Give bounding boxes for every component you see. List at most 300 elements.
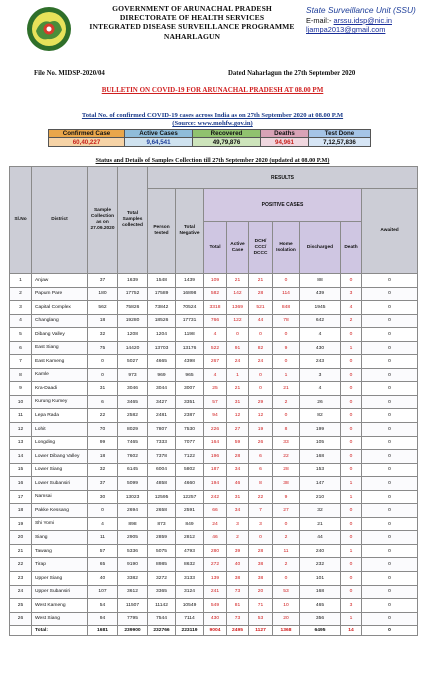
cell-discharged: 199	[300, 423, 341, 437]
cell-death: 1	[341, 477, 362, 491]
summary-header-recovered: Recovered	[193, 130, 261, 138]
cell-dch: 3	[249, 517, 273, 531]
cell-home-isolation: 38	[273, 477, 300, 491]
cell-discharged: 153	[300, 463, 341, 477]
cell-home-isolation: 2	[273, 531, 300, 545]
cell-sample-collection: 70	[88, 423, 118, 437]
cell-slno: 14	[10, 450, 32, 464]
cell-district: Longding	[32, 436, 88, 450]
cell-person-tested: 1548	[148, 274, 176, 288]
cell-dch: 82	[249, 341, 273, 355]
cell-home-isolation: 0	[273, 274, 300, 288]
cell-sample-collection: 57	[88, 544, 118, 558]
cell-district: Kra-Daadi	[32, 382, 88, 396]
table-row	[10, 341, 418, 355]
cell-sample-collection: 22	[88, 409, 118, 423]
cell-total-samples: 7602	[118, 450, 148, 464]
cell-dch: 28	[249, 544, 273, 558]
cell-slno: 24	[10, 585, 32, 599]
cell-discharged: 147	[300, 477, 341, 491]
cell-district: Siang	[32, 531, 88, 545]
table-row	[10, 599, 418, 613]
cell-active: 21	[227, 382, 249, 396]
cell-total-samples: 898	[118, 517, 148, 531]
cell-active: 24	[227, 355, 249, 369]
cell-active: 28	[227, 450, 249, 464]
cell-district: East Siang	[32, 341, 88, 355]
ssu-email-row	[306, 16, 424, 26]
cell-person-tested: 17589	[148, 287, 176, 301]
cell-active: 34	[227, 504, 249, 518]
summary-value-active: 9,64,541	[125, 138, 193, 146]
cell-awaited: 0	[362, 409, 418, 423]
status-heading: Status and Details of Samples Collection till 27th September 2020 (updated at 08.00 P.M)	[95, 157, 330, 164]
cell-person-tested: 73842	[148, 301, 176, 315]
cell-total: 24	[204, 517, 227, 531]
table-row	[10, 477, 418, 491]
cell-total: 242	[204, 490, 227, 504]
ssu-email-link-1[interactable]: arssu.idsp@nic.in	[333, 15, 392, 25]
cell-total-samples: 19280	[118, 314, 148, 328]
col-total-negative: Total Negative	[176, 189, 204, 274]
cell-total-negative: 2812	[176, 531, 204, 545]
cell-dch: 71	[249, 599, 273, 613]
table-row	[10, 544, 418, 558]
cell-home-isolation: 22	[273, 450, 300, 464]
col-home-isolation: Home Isolation	[273, 222, 300, 274]
cell-slno: 9	[10, 382, 32, 396]
cell-district: Changlang	[32, 314, 88, 328]
cell-sample-collection: 562	[88, 301, 118, 315]
table-header-row-1	[10, 167, 418, 189]
cell-sample-collection: 37	[88, 477, 118, 491]
table-row	[10, 558, 418, 572]
cell-home-isolation: 28	[273, 463, 300, 477]
cell-total: 164	[204, 436, 227, 450]
cell-person-tested: 2481	[148, 409, 176, 423]
cell-person-tested: 12595	[148, 490, 176, 504]
government-heading	[82, 4, 302, 41]
cell-dch: 7	[249, 504, 273, 518]
cell-total: 187	[204, 463, 227, 477]
cell-total: 9004	[204, 626, 227, 636]
cell-total-samples: 9190	[118, 558, 148, 572]
cell-total-negative: 4793	[176, 544, 204, 558]
cell-sample-collection: 4	[88, 517, 118, 531]
cell-dch: 22	[249, 490, 273, 504]
cell-home-isolation: 0	[273, 517, 300, 531]
cell-person-tested: 7378	[148, 450, 176, 464]
cell-awaited: 0	[362, 490, 418, 504]
cell-discharged: 356	[300, 612, 341, 626]
cell-district: Lepa Rada	[32, 409, 88, 423]
cell-dch: 0	[249, 531, 273, 545]
cell-home-isolation: 20	[273, 612, 300, 626]
summary-value-confirmed: 60,40,227	[49, 138, 125, 146]
table-row	[10, 490, 418, 504]
cell-total-samples: 75826	[118, 301, 148, 315]
cell-dch: 6	[249, 463, 273, 477]
cell-total-negative: 223119	[176, 626, 204, 636]
cell-total: 226	[204, 423, 227, 437]
cell-sample-collection: 0	[88, 355, 118, 369]
cell-total: 272	[204, 558, 227, 572]
cell-discharged: 32	[300, 504, 341, 518]
summary-value-tests: 7,12,57,836	[309, 138, 371, 146]
cell-sample-collection: 99	[88, 436, 118, 450]
cell-total: 139	[204, 572, 227, 586]
cell-person-tested: 5075	[148, 544, 176, 558]
cell-dch: 28	[249, 287, 273, 301]
cell-total-negative: 12257	[176, 490, 204, 504]
cell-death: 0	[341, 328, 362, 342]
table-row	[10, 423, 418, 437]
cell-total-samples: 17752	[118, 287, 148, 301]
cell-district: Namsai	[32, 490, 88, 504]
cell-active: 1369	[227, 301, 249, 315]
cell-sample-collection: 1681	[88, 626, 118, 636]
cell-active: 31	[227, 395, 249, 409]
cell-death: 0	[341, 558, 362, 572]
cell-awaited: 0	[362, 517, 418, 531]
cell-discharged: 44	[300, 531, 341, 545]
cell-total-negative: 16898	[176, 287, 204, 301]
cell-person-tested: 7807	[148, 423, 176, 437]
cell-active: 40	[227, 558, 249, 572]
cell-home-isolation: 11	[273, 544, 300, 558]
summary-value-recovered: 49,79,876	[193, 138, 261, 146]
cell-dch: 0	[249, 382, 273, 396]
cell-death: 1	[341, 612, 362, 626]
cell-home-isolation: 2	[273, 558, 300, 572]
cell-total-samples: 2582	[118, 409, 148, 423]
cell-home-isolation: 1368	[273, 626, 300, 636]
cell-dch: 21	[249, 274, 273, 288]
cell-sample-collection: 75	[88, 341, 118, 355]
cell-total-negative: 2591	[176, 504, 204, 518]
cell-dch: 521	[249, 301, 273, 315]
cell-district: Pakke Kessang	[32, 504, 88, 518]
cell-total-negative: 7530	[176, 423, 204, 437]
table-row	[10, 301, 418, 315]
cell-active: 3	[227, 517, 249, 531]
cell-awaited: 0	[362, 504, 418, 518]
cell-district: Lower Dibang Valley	[32, 450, 88, 464]
cell-person-tested: 8985	[148, 558, 176, 572]
cell-death: 3	[341, 599, 362, 613]
cell-slno: 5	[10, 328, 32, 342]
cell-sample-collection: 6	[88, 395, 118, 409]
gov-line-2: DIRECTORATE OF HEALTH SERVICES	[119, 13, 265, 23]
col-awaited: Awaited	[362, 189, 418, 274]
cell-dch: 38	[249, 558, 273, 572]
cell-person-tested: 4858	[148, 477, 176, 491]
table-row	[10, 585, 418, 599]
cell-dch: 26	[249, 436, 273, 450]
cell-total-negative: 5802	[176, 463, 204, 477]
cell-discharged: 642	[300, 314, 341, 328]
cell-awaited: 0	[362, 436, 418, 450]
cell-slno: 10	[10, 395, 32, 409]
cell-home-isolation: 9	[273, 490, 300, 504]
cell-active: 2495	[227, 626, 249, 636]
cell-total-samples: 13023	[118, 490, 148, 504]
table-row	[10, 517, 418, 531]
cell-district: Capital Complex	[32, 301, 88, 315]
table-row	[10, 450, 418, 464]
cell-person-tested: 3365	[148, 585, 176, 599]
cell-district: East Kameng	[32, 355, 88, 369]
cell-person-tested: 3272	[148, 572, 176, 586]
cell-total-samples: 5027	[118, 355, 148, 369]
cell-slno: 7	[10, 355, 32, 369]
cell-total-negative: 4398	[176, 355, 204, 369]
cell-district: Shi Yomi	[32, 517, 88, 531]
cell-dch: 0	[249, 368, 273, 382]
cell-total-negative: 17731	[176, 314, 204, 328]
cell-awaited: 0	[362, 477, 418, 491]
cell-death: 0	[341, 572, 362, 586]
cell-total: 25	[204, 382, 227, 396]
cell-death: 0	[341, 395, 362, 409]
idsp-logo-icon	[26, 6, 72, 52]
cell-district: Dibang Valley	[32, 328, 88, 342]
cell-death: 0	[341, 382, 362, 396]
cell-slno: 3	[10, 301, 32, 315]
col-district: District	[32, 167, 88, 274]
cell-discharged: 101	[300, 572, 341, 586]
cell-death: 4	[341, 301, 362, 315]
cell-total-samples: 5099	[118, 477, 148, 491]
table-row	[10, 504, 418, 518]
cell-district: West Siang	[32, 612, 88, 626]
cell-total-negative: 10549	[176, 599, 204, 613]
cell-total-samples: 1639	[118, 274, 148, 288]
cell-active: 27	[227, 423, 249, 437]
cell-home-isolation: 0	[273, 409, 300, 423]
cell-total: 766	[204, 314, 227, 328]
summary-header-active: Active Cases	[125, 130, 193, 138]
cell-active: 91	[227, 341, 249, 355]
cell-person-tested: 2658	[148, 504, 176, 518]
cell-slno	[10, 626, 32, 636]
cell-awaited: 0	[362, 544, 418, 558]
col-slno: Sl.No	[10, 167, 32, 274]
cell-discharged: 4	[300, 382, 341, 396]
cell-active: 12	[227, 409, 249, 423]
cell-home-isolation: 21	[273, 382, 300, 396]
col-positive-cases: POSITIVE CASES	[204, 189, 362, 222]
ssu-email-label: E-mail:-	[306, 15, 332, 25]
india-summary-title: Total No. of confirmed COVID-19 cases across India as on 27th September 2020 at 08.00 P.M	[81, 112, 344, 119]
summary-value-row	[49, 138, 371, 146]
cell-district: Anjaw	[32, 274, 88, 288]
cell-death: 0	[341, 504, 362, 518]
cell-slno: 6	[10, 341, 32, 355]
cell-total-negative: 4660	[176, 477, 204, 491]
table-row	[10, 328, 418, 342]
cell-total-negative: 849	[176, 517, 204, 531]
cell-active: 34	[227, 463, 249, 477]
cell-sample-collection: 65	[88, 558, 118, 572]
cell-home-isolation: 33	[273, 436, 300, 450]
cell-total-negative: 965	[176, 368, 204, 382]
cell-total-samples: 2905	[118, 531, 148, 545]
cell-death: 0	[341, 585, 362, 599]
col-results: RESULTS	[148, 167, 418, 189]
cell-awaited: 0	[362, 395, 418, 409]
cell-death: 0	[341, 368, 362, 382]
table-row	[10, 436, 418, 450]
cell-total-negative: 1439	[176, 274, 204, 288]
cell-total: 280	[204, 544, 227, 558]
cell-discharged: 243	[300, 355, 341, 369]
cell-discharged: 26	[300, 395, 341, 409]
cell-total-samples: 8029	[118, 423, 148, 437]
cell-death: 0	[341, 274, 362, 288]
cell-home-isolation: 8	[273, 423, 300, 437]
cell-discharged: 21	[300, 517, 341, 531]
cell-dch: 44	[249, 314, 273, 328]
cell-active: 142	[227, 287, 249, 301]
dated-text: Dated Naharlagun the 27th September 2020	[228, 70, 356, 77]
ssu-contact	[306, 6, 424, 35]
cell-home-isolation: 848	[273, 301, 300, 315]
cell-discharged: 232	[300, 558, 341, 572]
cell-total: 582	[204, 287, 227, 301]
cell-active: 81	[227, 599, 249, 613]
cell-district: Kurung Kumey	[32, 395, 88, 409]
cell-slno: 23	[10, 572, 32, 586]
cell-total-samples: 11507	[118, 599, 148, 613]
cell-sample-collection: 32	[88, 328, 118, 342]
cell-active: 59	[227, 436, 249, 450]
gov-line-1: GOVERNMENT OF ARUNACHAL PRADESH	[112, 4, 272, 13]
cell-person-tested: 18526	[148, 314, 176, 328]
cell-active: 38	[227, 572, 249, 586]
cell-person-tested: 1204	[148, 328, 176, 342]
col-total: Total	[204, 222, 227, 274]
cell-discharged: 88	[300, 274, 341, 288]
cell-discharged: 168	[300, 585, 341, 599]
cell-total: 46	[204, 531, 227, 545]
cell-death: 2	[341, 314, 362, 328]
cell-person-tested: 6004	[148, 463, 176, 477]
summary-header-tests: Test Done	[309, 130, 371, 138]
cell-discharged: 6495	[300, 626, 341, 636]
summary-header-row	[49, 130, 371, 138]
cell-home-isolation: 2	[273, 395, 300, 409]
cell-total: 94	[204, 409, 227, 423]
cell-person-tested: 873	[148, 517, 176, 531]
total-row	[10, 626, 418, 636]
cell-awaited: 0	[362, 572, 418, 586]
cell-total-samples: 973	[118, 368, 148, 382]
table-row	[10, 531, 418, 545]
cell-district: Kamle	[32, 368, 88, 382]
cell-total: 430	[204, 612, 227, 626]
cell-discharged: 105	[300, 436, 341, 450]
table-row	[10, 274, 418, 288]
ssu-email-link-2[interactable]: ljampa2013@gmail.com	[306, 25, 386, 35]
cell-total-negative: 1198	[176, 328, 204, 342]
cell-awaited: 0	[362, 558, 418, 572]
cell-sample-collection: 180	[88, 287, 118, 301]
cell-awaited: 0	[362, 612, 418, 626]
table-row	[10, 572, 418, 586]
cell-district: West Kameng	[32, 599, 88, 613]
cell-person-tested: 3427	[148, 395, 176, 409]
cell-total-samples: 3465	[118, 395, 148, 409]
cell-discharged: 82	[300, 409, 341, 423]
col-dch: DCH/ CCC/ DCCC	[249, 222, 273, 274]
cell-home-isolation: 27	[273, 504, 300, 518]
cell-home-isolation: 0	[273, 572, 300, 586]
cell-death: 0	[341, 355, 362, 369]
table-row	[10, 368, 418, 382]
cell-total-samples: 7465	[118, 436, 148, 450]
table-row	[10, 395, 418, 409]
cell-dch: 8	[249, 477, 273, 491]
cell-dch: 20	[249, 585, 273, 599]
cell-total-samples: 3382	[118, 572, 148, 586]
cell-slno: 15	[10, 463, 32, 477]
cell-total-negative: 70524	[176, 301, 204, 315]
table-row	[10, 314, 418, 328]
cell-dch: 1127	[249, 626, 273, 636]
cell-person-tested: 7333	[148, 436, 176, 450]
summary-header-deaths: Deaths	[261, 130, 309, 138]
cell-total: 3318	[204, 301, 227, 315]
cell-total: 4	[204, 368, 227, 382]
cell-slno: 13	[10, 436, 32, 450]
cell-total-negative: 3351	[176, 395, 204, 409]
cell-person-tested: 969	[148, 368, 176, 382]
cell-district: Papum Pare	[32, 287, 88, 301]
cell-total-samples: 1208	[118, 328, 148, 342]
cell-awaited: 0	[362, 626, 418, 636]
cell-discharged: 1945	[300, 301, 341, 315]
cell-dch: 29	[249, 395, 273, 409]
cell-discharged: 168	[300, 450, 341, 464]
cell-home-isolation: 1	[273, 368, 300, 382]
table-row	[10, 612, 418, 626]
col-active-case: Active Case	[227, 222, 249, 274]
cell-slno: 26	[10, 612, 32, 626]
cell-dch: 6	[249, 450, 273, 464]
cell-district: Lower Siang	[32, 463, 88, 477]
summary-value-deaths: 94,961	[261, 138, 309, 146]
cell-person-tested: 13703	[148, 341, 176, 355]
cell-total: 109	[204, 274, 227, 288]
cell-death: 0	[341, 409, 362, 423]
col-total-samples: Total Samples collected	[118, 167, 148, 274]
cell-sample-collection: 54	[88, 599, 118, 613]
cell-total-samples: 14420	[118, 341, 148, 355]
cell-slno: 19	[10, 517, 32, 531]
cell-home-isolation: 78	[273, 314, 300, 328]
cell-dch: 38	[249, 572, 273, 586]
file-line	[34, 70, 394, 77]
cell-active: 31	[227, 490, 249, 504]
gov-line-4: NAHARLAGUN	[163, 31, 221, 41]
cell-awaited: 0	[362, 423, 418, 437]
cell-active: 46	[227, 477, 249, 491]
cell-slno: 18	[10, 504, 32, 518]
cell-total: 241	[204, 585, 227, 599]
cell-active: 122	[227, 314, 249, 328]
cell-death: 1	[341, 544, 362, 558]
